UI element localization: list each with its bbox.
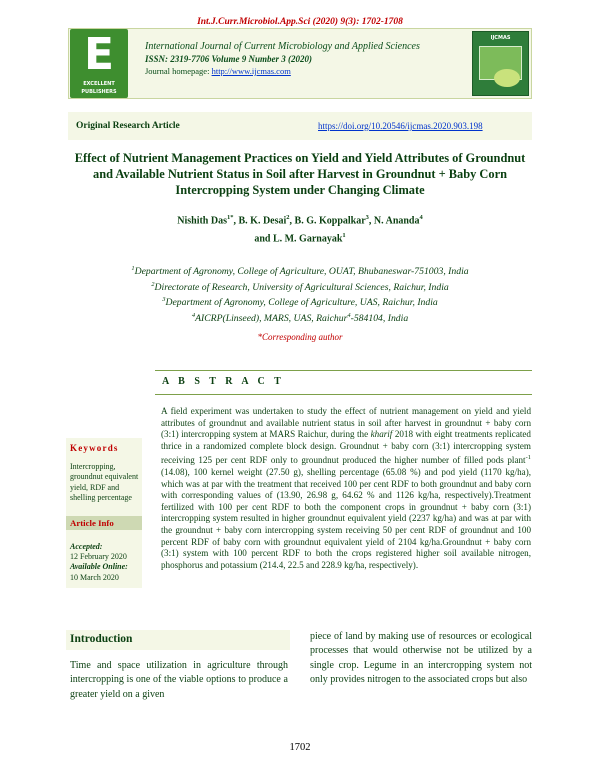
keywords-text: Intercropping, groundnut equivalent yield, RDF and shelling percentage [70,462,139,502]
online-label: Available Online: [70,562,128,572]
keywords-heading: Keywords [70,443,119,453]
article-dates [70,542,142,583]
author-line-2: and L. M. Garnayak$^1$ [254,232,346,245]
introduction-heading: Introduction [70,633,133,645]
journal-name: International Journal of Current Microbiology and Applied Sciences [145,41,420,52]
article-title: Effect of Nutrient Management Practices on Yield and Yield Attributes of Groundnut and Available Nutrient Status in Soil after Harvest in Groundnut + Baby Corn Intercropping System under Changing Climate [74,151,526,197]
page-number: 1702 [289,742,311,753]
homepage-label: Journal homepage: [145,66,212,76]
accepted-label: Accepted: [70,542,103,551]
abstract-heading: A B S T R A C T [162,376,285,387]
body-column-left: Time and space utilization in agriculture through intercropping is one of the viable options to produce a greater yield on a given [70,660,288,700]
author-list [70,210,530,247]
accepted-date: 12 February 2020 [70,552,127,562]
author-name: L. M. Garnayak [272,233,343,245]
author-line-1: Nishith Das$^{1*}$, B. K. Desai$^2$, B. G. Koppalkar$^3$, N. Ananda$^4$ [177,214,423,227]
cover-label: IJCMAS [490,35,511,41]
running-head: Int.J.Curr.Microbiol.App.Sci (2020) 9(3): 1702-1708 [197,17,403,27]
journal-homepage [145,66,291,76]
affiliation-3: $^3$Department of Agronomy, College of Agriculture, UAS, Raichur, India [162,296,438,309]
affiliation-4: $^4$AICRP(Linseed), MARS, UAS, Raichur$^4$-584104, India [191,312,409,325]
article-type: Original Research Article [76,121,180,131]
doi-link[interactable]: https://doi.org/10.20546/ijcmas.2020.903.198 [318,121,483,131]
author-name: B. K. Desai [238,215,287,227]
abstract-text: A field experiment was undertaken to study the effect of nutrient management on yield and yield attributes of groundnut and available nutrient status in soil after harvest in groundnut + baby corn (3:1) intercropping system at MARS Raichur, during the kharif 2018 with eight treatments replicated thrice in a randomized complete block design. Groundnut + baby corn (3:1) intercropping system receiving 125 per cent RDF only to groundnut produced the higher number of filled pods plant$^{-1}$ (14.08), 100 kernel weight (27.50 g), shelling percentage (65.08 %) and pod yield (1170 kg/ha), which was at par with the treatment that received 100 per cent RDF to both groundnut and baby corn with corresponding values of (13.90, 26.98 g, 64.62 % and 1126 kg/ha, respectively).Treatment fertilized with 100 per cent RDF to both the component crops in groundnut + baby corn (3:1) intercropping system resulted in higher groundnut equivalent yield (2237 kg/ha) and was at par with the groundnut + baby corn intercropping system receiving 50 per cent RDF of groundnut and 100 percent RDF of baby corn with groundnut equivalent yield of 2104 kg/ha.Groundnut + baby corn (3:1) system with 100 percent RDF to both the crops registered higher soil available nitrogen, phosphorus and potassium (214.4, 22.5 and 228.9 kg/ha, respectively). [161,406,531,570]
affiliation-1: $^1$Department of Agronomy, College of Agriculture, OUAT, Bhubaneswar-751003, India [131,265,469,278]
affiliations [70,263,530,326]
author-name: B. G. Koppalkar [294,215,366,227]
logo-letter: E [83,29,115,80]
abstract-rule-bottom [155,394,532,395]
corresponding-author-note: *Corresponding author [257,332,343,342]
issn-line: ISSN: 2319-7706 Volume 9 Number 3 (2020) [145,54,313,64]
author-name: Nishith Das [177,215,227,227]
journal-cover-image [472,31,529,96]
homepage-link[interactable]: http://www.ijcmas.com [211,66,291,76]
article-info-heading: Article Info [70,518,114,528]
logo-text-bottom: PUBLISHERS [81,89,117,95]
abstract-rule-top [155,370,532,371]
cover-photo [479,46,522,80]
body-column-right: piece of land by making use of resources or ecological processes that would otherwise not be utilized by a single crop. Legume in an intercropping system not only provides nitrogen to the associated crops but also [310,631,532,685]
author-name: N. Ananda [373,215,420,227]
affiliation-2: $^2$Directorate of Research, University of Agricultural Sciences, Raichur, India [151,280,449,293]
publisher-logo [70,29,128,98]
online-date: 10 March 2020 [70,572,119,582]
logo-text-top: EXCELLENT [83,81,115,87]
